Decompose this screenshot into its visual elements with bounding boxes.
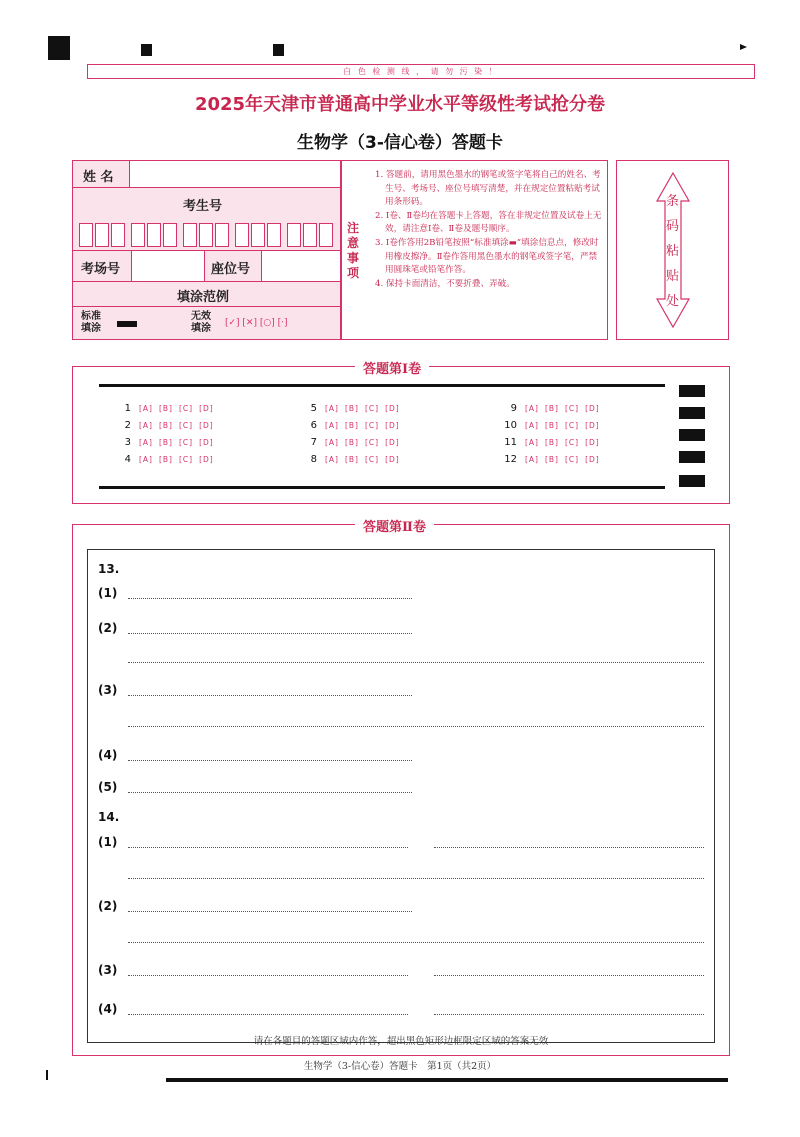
timing-mark xyxy=(679,407,705,419)
timing-mark xyxy=(679,385,705,397)
fill-example-label: 填涂范例 xyxy=(177,290,230,305)
answer-bubble[interactable]: [A] xyxy=(139,404,153,413)
question-row xyxy=(299,454,406,465)
answer-line[interactable] xyxy=(128,662,704,663)
page-footer: 生物学（3-信心卷）答题卡 第1页（共2页） xyxy=(303,1061,497,1072)
question-number: 5 xyxy=(310,403,317,414)
question-number: 8 xyxy=(310,454,317,465)
answer-bubble[interactable]: [B] xyxy=(158,421,173,430)
answer-line[interactable] xyxy=(128,760,412,761)
part-label: (3) xyxy=(98,963,118,977)
answer-bubble[interactable]: [A] xyxy=(325,404,339,413)
part-label: (2) xyxy=(98,621,118,635)
answer-bubble[interactable]: [B] xyxy=(344,438,359,447)
part-label: (3) xyxy=(98,683,118,697)
exam-id-digit-box[interactable] xyxy=(183,223,197,247)
answer-line[interactable] xyxy=(434,1014,704,1015)
corner-mark xyxy=(740,44,747,50)
answer-bubble[interactable]: [D] xyxy=(199,455,214,464)
question-number: 10 xyxy=(504,420,517,431)
student-info-table xyxy=(72,160,342,340)
part-label: (1) xyxy=(98,835,118,849)
instruction-item: 4. 保持卡面清洁，不要折叠、弄破。 xyxy=(375,278,515,289)
registration-mark xyxy=(273,44,284,56)
registration-mark xyxy=(48,36,70,60)
barcode-label-text: 条码粘贴处 xyxy=(665,194,679,309)
question-number: 4 xyxy=(124,454,131,465)
answer-bubble[interactable]: [A] xyxy=(525,438,539,447)
question-number: 11 xyxy=(504,437,517,448)
instructions-list xyxy=(375,169,603,291)
question-row xyxy=(499,454,606,465)
answer-bubble[interactable]: [C] xyxy=(364,404,380,413)
answer-line[interactable] xyxy=(128,726,704,727)
answer-bubble[interactable]: [B] xyxy=(158,438,173,447)
answer-bubble[interactable]: [B] xyxy=(544,455,559,464)
part-label: (4) xyxy=(98,1002,118,1016)
name-field[interactable] xyxy=(129,161,342,187)
answer-line[interactable] xyxy=(128,792,412,793)
answer-bubble[interactable]: [D] xyxy=(199,404,214,413)
question-row xyxy=(113,403,220,414)
answer-line[interactable] xyxy=(128,942,704,943)
answer-bubble[interactable]: [D] xyxy=(385,438,400,447)
answer-bubble[interactable]: [D] xyxy=(199,421,214,430)
answer-line[interactable] xyxy=(128,911,412,912)
timing-mark xyxy=(679,429,705,441)
answer-bubble[interactable]: [C] xyxy=(564,421,580,430)
part-label: (2) xyxy=(98,899,118,913)
answer-bubble[interactable]: [B] xyxy=(158,455,173,464)
answer-bubble[interactable]: [A] xyxy=(325,421,339,430)
answer-bubble[interactable]: [A] xyxy=(139,438,153,447)
instruction-item: 3. Ⅰ卷作答用2B铅笔按照“标准填涂▬”填涂信息点，修改时用橡皮擦净。Ⅱ卷作答用黑色墨水的钢笔或签字笔，严禁用圆珠笔或铅笔作答。 xyxy=(375,237,599,276)
question-row xyxy=(299,437,406,448)
answer-bubble[interactable]: [A] xyxy=(325,455,339,464)
answer-bubble[interactable]: [C] xyxy=(564,438,580,447)
question-row xyxy=(113,437,220,448)
part-label: (5) xyxy=(98,780,118,794)
answer-line[interactable] xyxy=(128,975,408,976)
answer-frame xyxy=(87,549,715,1043)
question-14-label: 14. xyxy=(98,810,120,824)
question-row xyxy=(113,420,220,431)
part-label: (1) xyxy=(98,586,118,600)
exam-id-digit-box[interactable] xyxy=(235,223,249,247)
answer-bubble[interactable]: [C] xyxy=(564,404,580,413)
exam-id-digit-box[interactable] xyxy=(199,223,213,247)
answer-bubble[interactable]: [C] xyxy=(364,455,380,464)
exam-subtitle: 生物学（3-信心卷）答题卡 xyxy=(297,133,503,153)
exam-title: 2025年天津市普通高中学业水平等级性考试抢分卷 xyxy=(194,94,606,115)
answer-bubble[interactable]: [B] xyxy=(544,404,559,413)
answer-bubble[interactable]: [B] xyxy=(544,421,559,430)
exam-id-digit-box[interactable] xyxy=(287,223,301,247)
exam-id-digit-box[interactable] xyxy=(79,223,93,247)
answer-bubble[interactable]: [B] xyxy=(544,438,559,447)
standard-fill-mark xyxy=(117,321,137,327)
answer-bubble[interactable]: [B] xyxy=(158,404,173,413)
answer-bubble[interactable]: [C] xyxy=(364,421,380,430)
answer-bubble[interactable]: [C] xyxy=(178,455,194,464)
question-number: 6 xyxy=(310,420,317,431)
question-number: 12 xyxy=(504,454,517,465)
section-1-answer-area xyxy=(72,362,730,504)
question-number: 3 xyxy=(124,437,131,448)
answer-bubble[interactable]: [A] xyxy=(139,455,153,464)
exam-id-digit-box[interactable] xyxy=(215,223,229,247)
room-label: 考场号 xyxy=(81,262,121,277)
barcode-area[interactable] xyxy=(616,160,729,340)
timing-bar xyxy=(99,486,665,489)
timing-mark xyxy=(679,475,705,487)
question-number: 7 xyxy=(310,437,317,448)
answer-bubble[interactable]: [B] xyxy=(344,455,359,464)
instructions-box xyxy=(340,160,608,340)
answer-bubble[interactable]: [D] xyxy=(585,404,600,413)
question-row xyxy=(499,420,606,431)
white-detection-strip: 白 色 检 测 线 ， 请 勿 污 染 ！ xyxy=(87,64,755,79)
question-row xyxy=(299,420,406,431)
exam-id-label: 考生号 xyxy=(183,199,223,214)
exam-id-digit-box[interactable] xyxy=(319,223,333,247)
exam-id-digit-box[interactable] xyxy=(303,223,317,247)
answer-line[interactable] xyxy=(434,975,704,976)
answer-bubble[interactable]: [D] xyxy=(385,455,400,464)
answer-bubble[interactable]: [A] xyxy=(325,438,339,447)
answer-bubble[interactable]: [C] xyxy=(178,421,194,430)
exam-id-digit-box[interactable] xyxy=(251,223,265,247)
bottom-timing-bar xyxy=(166,1078,728,1082)
seat-label: 座位号 xyxy=(211,262,251,277)
answer-bubble[interactable]: [C] xyxy=(364,438,380,447)
barcode-label xyxy=(617,189,728,314)
section-2-answer-area xyxy=(72,520,730,1056)
instruction-item: 2. Ⅰ卷、Ⅱ卷均在答题卡上答题，答在非规定位置及试卷上无效，请注意Ⅰ卷、Ⅱ卷及题号顺序。 xyxy=(375,210,602,235)
question-row xyxy=(113,454,220,465)
corner-tick xyxy=(46,1070,48,1080)
answer-line[interactable] xyxy=(128,695,412,696)
exam-id-digit-box[interactable] xyxy=(163,223,177,247)
answer-bubble[interactable]: [C] xyxy=(178,438,194,447)
timing-mark xyxy=(679,451,705,463)
section-2-heading: 答题第Ⅱ卷 xyxy=(355,516,434,535)
answer-line[interactable] xyxy=(128,633,412,634)
answer-bubble[interactable]: [D] xyxy=(199,438,214,447)
invalid-fill-marks: [✓] [✕] [○] [‧] xyxy=(225,318,288,328)
question-number: 1 xyxy=(124,403,131,414)
question-number: 9 xyxy=(510,403,517,414)
answer-bubble[interactable]: [A] xyxy=(525,404,539,413)
answer-line[interactable] xyxy=(128,1014,408,1015)
answer-bubble[interactable]: [C] xyxy=(564,455,580,464)
answer-bubble[interactable]: [D] xyxy=(585,455,600,464)
exam-id-digit-box[interactable] xyxy=(267,223,281,247)
question-13-label: 13. xyxy=(98,562,120,576)
answer-bubble[interactable]: [C] xyxy=(178,404,194,413)
exam-id-digit-box[interactable] xyxy=(111,223,125,247)
answer-bubble[interactable]: [D] xyxy=(385,404,400,413)
answer-line[interactable] xyxy=(128,878,704,879)
answer-bubble[interactable]: [A] xyxy=(525,421,539,430)
exam-id-digit-box[interactable] xyxy=(147,223,161,247)
answer-area-footnote: 请在各题目的答题区域内作答，超出黑色矩形边框限定区域的答案无效 xyxy=(253,1036,549,1047)
seat-field[interactable] xyxy=(261,251,342,281)
answer-line[interactable] xyxy=(128,598,412,599)
exam-id-digit-box[interactable] xyxy=(131,223,145,247)
answer-bubble[interactable]: [A] xyxy=(525,455,539,464)
room-seat-row xyxy=(73,251,341,282)
invalid-fill-label: 无效填涂 xyxy=(191,311,211,334)
instructions-heading: 注意事项 xyxy=(347,221,360,280)
instruction-item: 1. 答题前，请用黑色墨水的钢笔或签字笔将自己的姓名、考生号、考场号、座位号填写清楚，并在规定位置粘贴考试用条形码。 xyxy=(375,170,601,208)
standard-fill-label: 标准填涂 xyxy=(81,311,101,334)
answer-bubble[interactable]: [D] xyxy=(585,438,600,447)
fill-example-row xyxy=(73,282,341,307)
answer-bubble[interactable]: [B] xyxy=(344,421,359,430)
timing-bar xyxy=(99,384,665,387)
name-row xyxy=(73,161,341,188)
answer-bubble[interactable]: [D] xyxy=(385,421,400,430)
question-row xyxy=(499,403,606,414)
answer-line[interactable] xyxy=(434,847,704,848)
exam-id-digit-box[interactable] xyxy=(95,223,109,247)
name-label: 姓 名 xyxy=(83,170,114,185)
room-field[interactable] xyxy=(131,251,205,281)
question-number: 2 xyxy=(124,420,131,431)
registration-mark xyxy=(141,44,152,56)
part-label: (4) xyxy=(98,748,118,762)
answer-line[interactable] xyxy=(128,847,408,848)
section-1-heading: 答题第Ⅰ卷 xyxy=(355,358,429,377)
question-row xyxy=(299,403,406,414)
answer-bubble[interactable]: [A] xyxy=(139,421,153,430)
answer-bubble[interactable]: [B] xyxy=(344,404,359,413)
question-row xyxy=(499,437,606,448)
answer-bubble[interactable]: [D] xyxy=(585,421,600,430)
